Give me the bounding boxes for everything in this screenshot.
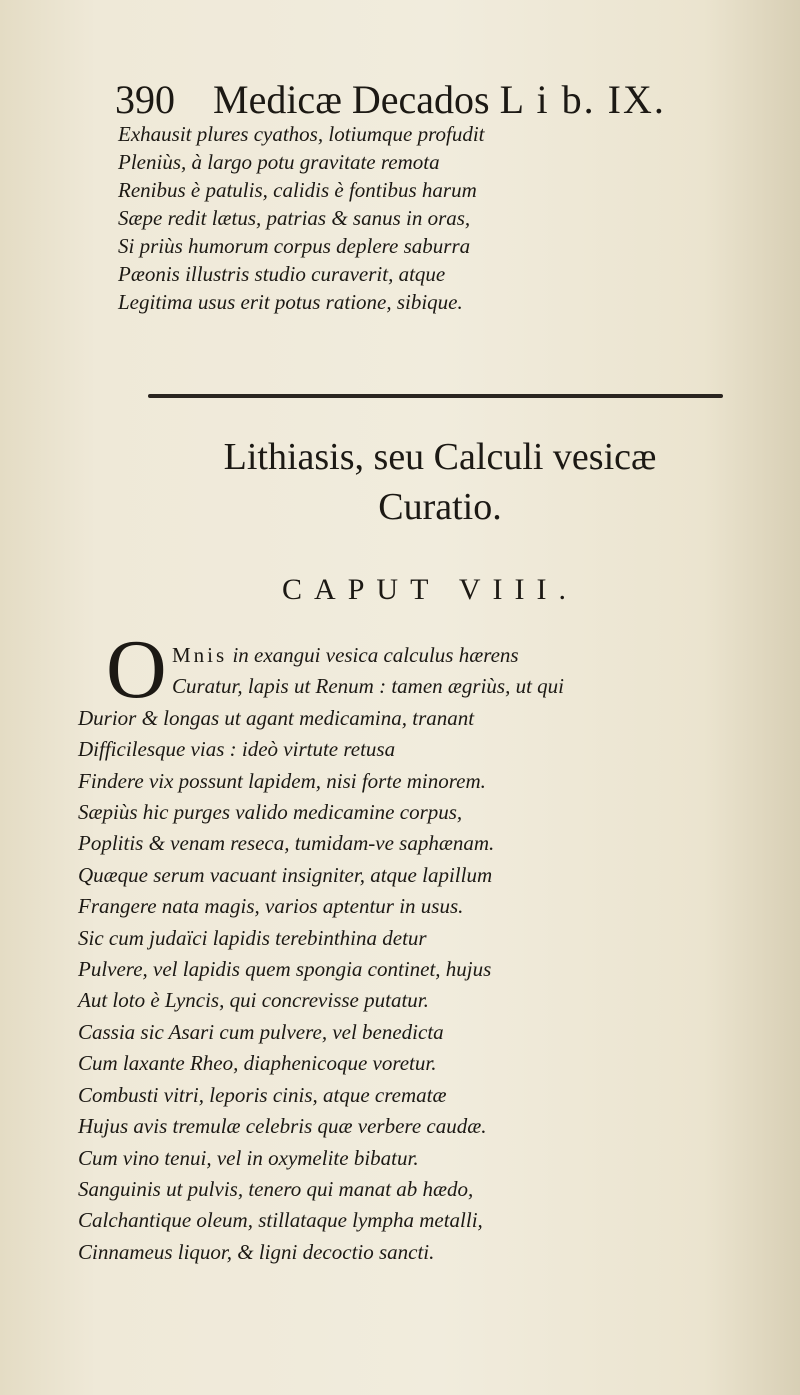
- verse-line: Si priùs humorum corpus deplere saburra: [118, 234, 471, 258]
- drop-cap: O: [106, 623, 167, 716]
- section-divider: [148, 394, 723, 398]
- verse-line: Findere vix possunt lapidem, nisi forte minorem.: [78, 768, 486, 793]
- verse-line: Difficilesque vias : ideò virtute retusa: [78, 737, 396, 762]
- main-verse-block: [78, 640, 768, 1268]
- verse-line: Exhausit plures cyathos, lotiumque profudit: [118, 122, 485, 146]
- verse-line: Durior & longas ut agant medicamina, tranant: [78, 705, 475, 730]
- verse-line: Sanguinis ut pulvis, tenero qui manat ab hædo,: [78, 1176, 474, 1201]
- section-title: [130, 432, 750, 532]
- verse-line: Cum vino tenui, vel in oxymelite bibatur.: [78, 1145, 419, 1170]
- verse-line: Sæpe redit lætus, patrias & sanus in oras,: [118, 206, 471, 230]
- top-verse-block: [118, 120, 718, 316]
- verse-line: Poplitis & venam reseca, tumidam-ve saphænam.: [78, 831, 495, 856]
- first-word: Mnis: [172, 643, 228, 667]
- verse-line: Cinnameus liquor, & ligni decoctio sancti.: [78, 1239, 435, 1264]
- verse-line: Pæonis illustris studio curaverit, atque: [118, 262, 446, 286]
- verse-line: Quæque serum vacuant insigniter, atque lapillum: [78, 862, 493, 887]
- verse-line: Renibus è patulis, calidis è fontibus harum: [118, 178, 477, 202]
- section-title-line: Curatio.: [378, 486, 502, 528]
- running-title: Medicæ Decados: [213, 77, 490, 122]
- verse-line: Combusti vitri, leporis cinis, atque crematæ: [78, 1082, 447, 1107]
- verse-line: Sic cum judaïci lapidis terebinthina detur: [78, 925, 427, 950]
- verse-line: Curatur, lapis ut Renum : tamen ægriùs, ut qui: [172, 674, 565, 699]
- verse-line: Calchantique oleum, stillataque lympha metalli,: [78, 1208, 483, 1233]
- verse-line: Aut loto è Lyncis, qui concrevisse putatur.: [78, 988, 429, 1013]
- chapter-heading: CAPUT VIII.: [282, 573, 578, 606]
- verse-line: Pleniùs, à largo potu gravitate remota: [118, 150, 440, 174]
- verse-line: Cum laxante Rheo, diaphenicoque voretur.: [78, 1051, 437, 1076]
- verse-line: Pulvere, vel lapidis quem spongia continet, hujus: [78, 957, 492, 982]
- section-title-line: Lithiasis, seu Calculi vesicæ: [223, 436, 657, 478]
- book-number: L i b. IX.: [499, 77, 666, 122]
- verse-line: Cassia sic Asari cum pulvere, vel benedicta: [78, 1019, 444, 1044]
- verse-line: Mnis in exangui vesica calculus hærens: [172, 643, 519, 667]
- verse-line: Frangere nata magis, varios aptentur in usus.: [78, 894, 464, 919]
- verse-line: Sæpiùs hic purges valido medicamine corpus,: [78, 800, 463, 825]
- page-number: 390: [115, 77, 175, 122]
- verse-line: Legitima usus erit potus ratione, sibique.: [118, 290, 463, 314]
- verse-line: Hujus avis tremulæ celebris quæ verbere caudæ.: [78, 1114, 487, 1139]
